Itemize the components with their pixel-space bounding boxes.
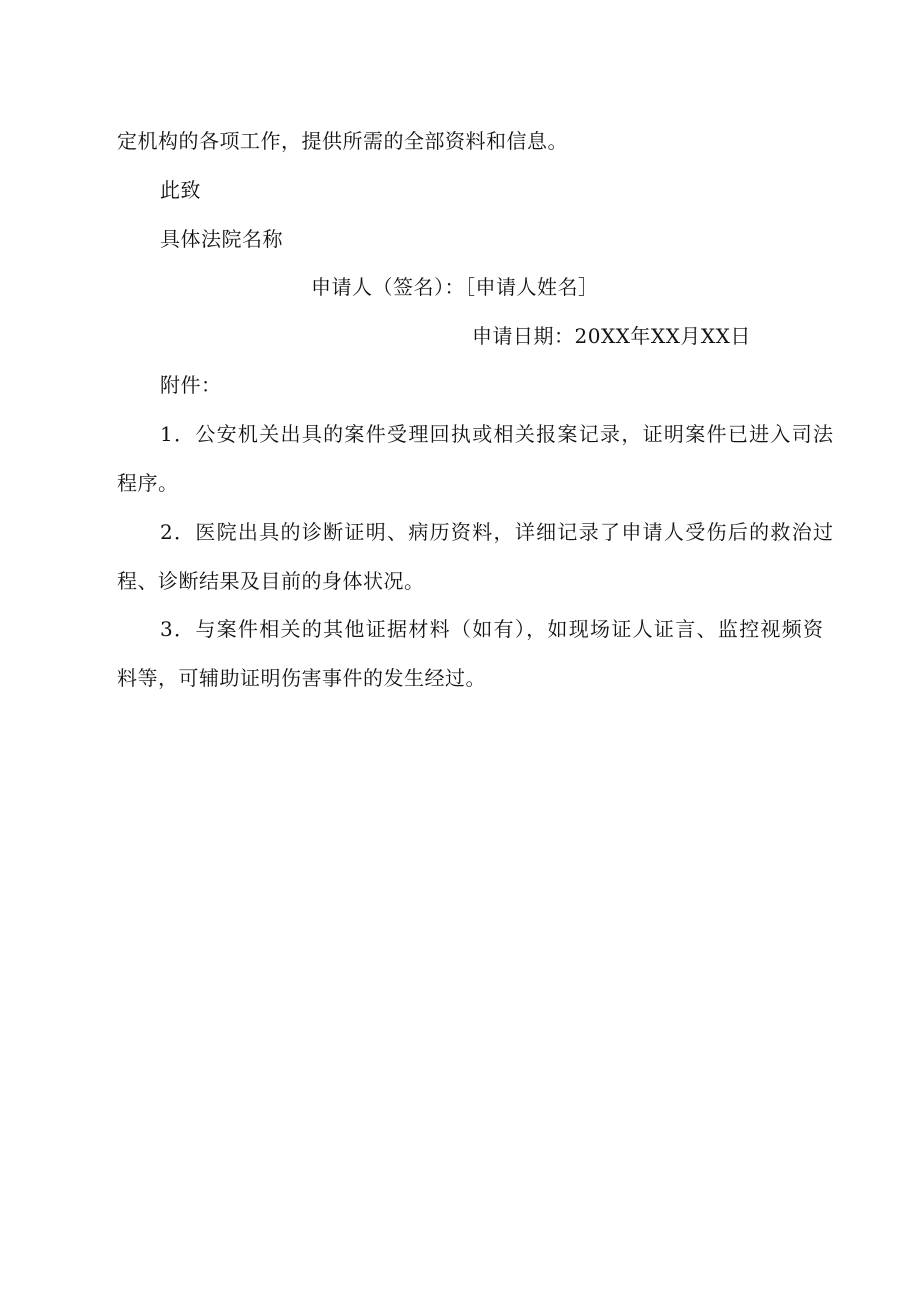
continuation-paragraph: 定机构的各项工作，提供所需的全部资料和信息。: [117, 129, 568, 153]
attachment-item-3-line-1: 3．与案件相关的其他证据材料（如有），如现场证人证言、监控视频资: [160, 617, 825, 641]
attachment-item-1-line-2: 程序。: [117, 471, 179, 495]
attachment-item-1-line-1: 1．公安机关出具的案件受理回执或相关报案记录，证明案件已进入司法: [160, 422, 835, 446]
attachment-item-2-line-1: 2．医院出具的诊断证明、病历资料，详细记录了申请人受伤后的救治过: [160, 520, 835, 544]
attachment-item-2-line-2: 程、诊断结果及目前的身体状况。: [117, 569, 425, 593]
court-name: 具体法院名称: [160, 227, 283, 251]
application-date-line: 申请日期：20XX年XX月XX日: [472, 324, 751, 348]
attachments-heading: 附件：: [160, 373, 222, 397]
attachment-item-3-line-2: 料等，可辅助证明伤害事件的发生经过。: [117, 666, 486, 690]
salutation: 此致: [160, 178, 201, 202]
applicant-signature-line: 申请人（签名）：［申请人姓名］: [311, 275, 599, 299]
